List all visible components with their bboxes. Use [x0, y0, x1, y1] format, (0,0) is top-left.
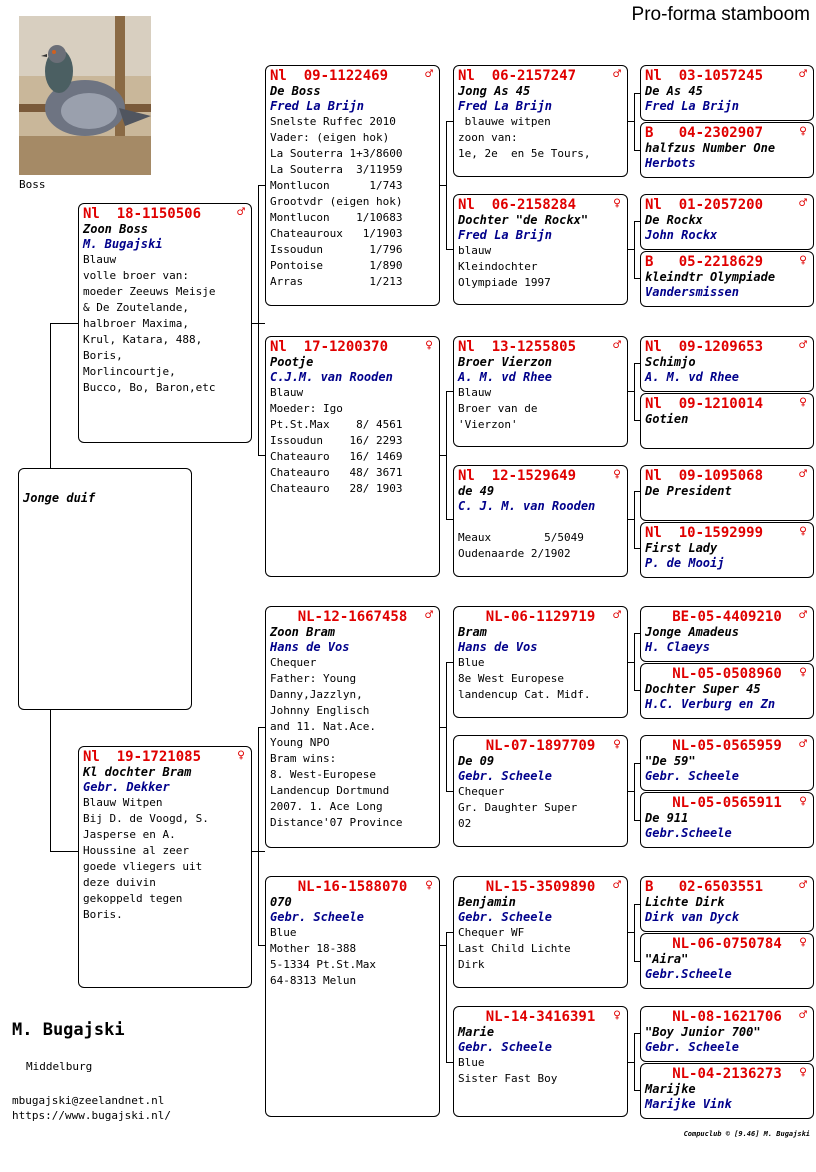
connector [439, 945, 446, 946]
bird-owner: Hans de Vos [270, 640, 350, 654]
bird-name: Dochter Super 45 [645, 682, 761, 696]
ring-number: Nl 10-1592999 [645, 525, 764, 541]
pedigree-card-fff [453, 65, 628, 177]
ring-number: Nl 06-2158284 [458, 197, 577, 213]
bird-owner: C.J.M. van Rooden [270, 370, 393, 384]
male-icon: ♂ [425, 608, 433, 623]
bird-name: Kl dochter Bram [83, 765, 192, 779]
pedigree-card-mmm [453, 1006, 628, 1117]
pedigree-card-fmm [453, 465, 628, 577]
connector [634, 1033, 635, 1090]
bird-name: De Rockx [645, 213, 703, 227]
connector [446, 519, 453, 520]
connector [627, 932, 634, 933]
connector [634, 221, 635, 278]
connector [446, 662, 453, 663]
bird-photo [19, 16, 151, 175]
bird-owner: A. M. vd Rhee [458, 370, 552, 384]
male-icon: ♂ [613, 67, 621, 82]
ring-number: NL-12-1667458 [297, 609, 408, 625]
bird-name: "Boy Junior 700" [645, 1025, 761, 1039]
female-icon: ♀ [425, 878, 433, 893]
male-icon: ♂ [799, 196, 807, 211]
male-icon: ♂ [799, 338, 807, 353]
bird-name: 070 [270, 895, 292, 909]
connector [439, 727, 446, 728]
bird-name: Jonge Amadeus [645, 625, 739, 639]
bird-name: Pootje [270, 355, 314, 369]
bird-owner: Fred La Brijn [270, 99, 364, 113]
bird-name: De President [645, 484, 732, 498]
female-icon: ♀ [799, 1065, 807, 1080]
bird-info: Blue Mother 18-388 5-1334 Pt.St.Max 64-8313 Melun [270, 926, 376, 987]
bird-owner: A. M. vd Rhee [645, 370, 739, 384]
bird-info: blauw Kleindochter Olympiade 1997 [458, 244, 551, 289]
male-icon: ♂ [613, 608, 621, 623]
ring-number: Nl 19-1721085 [83, 749, 202, 765]
connector [627, 519, 634, 520]
pedigree-card-fm [265, 336, 440, 577]
ring-number: BE-05-4409210 [672, 609, 782, 625]
connector [446, 249, 453, 250]
bird-name: de 49 [458, 484, 495, 498]
connector [50, 323, 51, 469]
female-icon: ♀ [237, 748, 245, 763]
bird-owner: Marijke Vink [645, 1097, 732, 1111]
male-icon: ♂ [799, 1008, 807, 1023]
female-icon: ♀ [799, 253, 807, 268]
pedigree-card-g6 [640, 393, 814, 449]
ring-number: NL-07-1897709 [485, 738, 596, 754]
pedigree-card-g8 [640, 522, 814, 578]
bird-owner: P. de Mooij [645, 556, 725, 570]
bird-name: Broer Vierzon [458, 355, 552, 369]
pedigree-card-mmf [453, 876, 628, 988]
connector [627, 1062, 634, 1063]
bird-info: Blauw Broer van de 'Vierzon' [458, 386, 538, 431]
bird-name: Gotien [645, 412, 689, 426]
pedigree-card-g7 [640, 465, 814, 521]
bird-owner: John Rockx [645, 228, 718, 242]
bird-owner: Gebr.Scheele [645, 967, 732, 981]
ring-number: B 04-2302907 [645, 125, 764, 141]
bird-info: Meaux 5/5049 Oudenaarde 2/1902 [458, 531, 584, 560]
bird-info: Snelste Ruffec 2010 Vader: (eigen hok) La Souterra 1+3/8600 La Souterra 3/11959 Montlucon 1/743 Grootvdr (eigen hok) Montlucon 1/10683 Chateauroux 1/1903 Issoudun 1/796 Pontoise 1/890 Arras 1/213 [270, 115, 403, 288]
connector [627, 662, 634, 663]
connector [446, 1062, 453, 1063]
bird-name: Zoon Boss [83, 222, 149, 236]
bird-owner: Gebr. Scheele [458, 769, 552, 783]
connector [634, 633, 635, 690]
connector [634, 491, 635, 548]
ring-number: Nl 09-1122469 [270, 68, 389, 84]
bird-name: Lichte Dirk [645, 895, 725, 909]
ring-number: Nl 06-2157247 [458, 68, 577, 84]
bird-owner: Hans de Vos [458, 640, 538, 654]
bird-owner: M. Bugajski [83, 237, 163, 251]
bird-name: Benjamin [458, 895, 516, 909]
connector [627, 121, 634, 122]
connector [50, 710, 51, 851]
connector [258, 185, 259, 455]
connector [446, 121, 453, 122]
connector [627, 249, 634, 250]
bird-info: Blue 8e West Europese landencup Cat. Midf. [458, 656, 591, 701]
pedigree-card-father [78, 203, 252, 443]
bird-owner: Fred La Brijn [458, 228, 552, 242]
ring-number: Nl 09-1210014 [645, 396, 764, 412]
female-icon: ♀ [799, 395, 807, 410]
pedigree-card-mm [265, 876, 440, 1117]
connector [634, 904, 635, 961]
bird-owner: Gebr. Scheele [645, 1040, 739, 1054]
bird-info: Blauw Witpen Bij D. de Voogd, S. Jasperse en A. Houssine al zeer goede vliegers uit deze duivin gekoppeld tegen Boris. [83, 796, 209, 921]
bird-info: Blauw Moeder: Igo Pt.St.Max 8/ 4561 Issoudun 16/ 2293 Chateauro 16/ 1469 Chateauro 48/ 3671 Chateauro 28/ 1903 [270, 386, 403, 495]
bird-owner: H. Claeys [645, 640, 711, 654]
male-icon: ♂ [613, 338, 621, 353]
bird-owner: C. J. M. van Rooden [458, 499, 596, 513]
bird-info: Chequer Gr. Daughter Super 02 [458, 785, 578, 830]
female-icon: ♀ [799, 124, 807, 139]
ring-number: B 05-2218629 [645, 254, 764, 270]
bird-owner: Gebr. Scheele [270, 910, 364, 924]
connector [627, 391, 634, 392]
bird-name: Marie [458, 1025, 495, 1039]
connector [446, 932, 453, 933]
ring-number: NL-05-0565911 [672, 795, 782, 811]
connector [446, 391, 447, 519]
pedigree-card-g13 [640, 876, 814, 932]
bird-name: Schimjo [645, 355, 696, 369]
connector [439, 455, 446, 456]
connector [258, 727, 259, 945]
page-title: Pro-forma stamboom [631, 4, 810, 25]
male-icon: ♂ [425, 67, 433, 82]
male-icon: ♂ [799, 878, 807, 893]
email-link[interactable]: mbugajski@zeelandnet.nl [12, 1094, 165, 1107]
connector [446, 662, 447, 791]
female-icon: ♀ [613, 196, 621, 211]
female-icon: ♀ [799, 935, 807, 950]
male-icon: ♂ [237, 205, 245, 220]
pedigree-card-g11 [640, 735, 814, 791]
male-icon: ♂ [799, 467, 807, 482]
connector [446, 932, 447, 1062]
pedigree-card-g15 [640, 1006, 814, 1062]
bird-owner: Gebr. Scheele [458, 910, 552, 924]
ring-number: Nl 03-1057245 [645, 68, 764, 84]
pedigree-card-g3 [640, 194, 814, 250]
bird-name: Marijke [645, 1082, 696, 1096]
pedigree-card-ffm [453, 194, 628, 305]
photo-caption: Boss [19, 178, 46, 191]
ring-number: NL-14-3416391 [485, 1009, 596, 1025]
bird-name: Bram [458, 625, 487, 639]
female-icon: ♀ [799, 794, 807, 809]
connector [439, 185, 446, 186]
pedigree-card-g9 [640, 606, 814, 662]
breeder-contact [12, 1093, 171, 1123]
website-link[interactable]: https://www.bugajski.nl/ [12, 1109, 171, 1122]
pedigree-card-g14 [640, 933, 814, 989]
bird-name: "De 59" [645, 754, 696, 768]
connector [634, 93, 635, 150]
connector [446, 791, 453, 792]
bird-owner: Vandersmissen [645, 285, 739, 299]
connector [627, 791, 634, 792]
bird-name: kleindtr Olympiade [645, 270, 776, 284]
male-icon: ♂ [613, 878, 621, 893]
connector [50, 851, 79, 852]
bird-info: Blue Sister Fast Boy [458, 1056, 558, 1085]
connector [50, 323, 79, 324]
ring-number: NL-15-3509890 [485, 879, 596, 895]
female-icon: ♀ [613, 737, 621, 752]
pedigree-card-g5 [640, 336, 814, 392]
subject-box [18, 468, 192, 710]
bird-name: "Aira" [645, 952, 689, 966]
pedigree-card-ff [265, 65, 440, 306]
connector [446, 391, 453, 392]
bird-name: De Boss [270, 84, 321, 98]
bird-name: De 09 [458, 754, 495, 768]
bird-name: First Lady [645, 541, 718, 555]
pedigree-card-mff [453, 606, 628, 718]
female-icon: ♀ [799, 524, 807, 539]
bird-owner: Dirk van Dyck [645, 910, 739, 924]
ring-number: B 02-6503551 [645, 879, 764, 895]
bird-name: Jong As 45 [458, 84, 531, 98]
ring-number: NL-04-2136273 [672, 1066, 782, 1082]
ring-number: Nl 09-1209653 [645, 339, 764, 355]
male-icon: ♂ [799, 737, 807, 752]
ring-number: Nl 01-2057200 [645, 197, 764, 213]
pedigree-card-mfm [453, 735, 628, 847]
female-icon: ♀ [613, 467, 621, 482]
ring-number: Nl 12-1529649 [458, 468, 577, 484]
ring-number: NL-16-1588070 [297, 879, 408, 895]
bird-name: De 911 [645, 811, 689, 825]
bird-owner: Fred La Brijn [645, 99, 739, 113]
ring-number: NL-08-1621706 [672, 1009, 782, 1025]
pedigree-card-g10 [640, 663, 814, 719]
ring-number: Nl 13-1255805 [458, 339, 577, 355]
connector [634, 363, 635, 420]
bird-owner: Gebr. Scheele [645, 769, 739, 783]
bird-owner: Gebr.Scheele [645, 826, 732, 840]
breeder-name: M. Bugajski [12, 1020, 125, 1040]
footer-credit: Compuclub © [9.46] M. Bugajski [683, 1130, 810, 1138]
bird-info: blauwe witpen zoon van: 1e, 2e en 5e Tours, [458, 115, 591, 160]
pedigree-card-g1 [640, 65, 814, 121]
ring-number: Nl 18-1150506 [83, 206, 202, 222]
bird-owner: Gebr. Dekker [83, 780, 170, 794]
bird-name: Zoon Bram [270, 625, 336, 639]
ring-number: NL-05-0565959 [672, 738, 782, 754]
female-icon: ♀ [799, 665, 807, 680]
bird-info: Chequer Father: Young Danny,Jazzlyn, Johnny Englisch and 11. Nat.Ace. Young NPO Bram wins: 8. West-Europese Landencup Dortmund 2007. 1. Ace Long Distance'07 Province [270, 656, 403, 829]
bird-owner: Herbots [645, 156, 696, 170]
pedigree-card-g2 [640, 122, 814, 178]
bird-info: Blauw volle broer van: moeder Zeeuws Meisje & De Zoutelande, halbroer Maxima, Krul, Katara, 488, Boris, Morlincourtje, Bucco, Bo, Baron,etc [83, 253, 216, 394]
pedigree-card-g16 [640, 1063, 814, 1119]
connector [446, 121, 447, 249]
pedigree-card-g12 [640, 792, 814, 848]
breeder-city: Middelburg [26, 1060, 93, 1073]
female-icon: ♀ [613, 1008, 621, 1023]
bird-name: halfzus Number One [645, 141, 776, 155]
ring-number: NL-06-0750784 [672, 936, 782, 952]
ring-number: NL-05-0508960 [672, 666, 782, 682]
bird-owner: Fred La Brijn [458, 99, 552, 113]
subject-label: Jonge duif [23, 491, 96, 505]
pedigree-card-g4 [640, 251, 814, 307]
female-icon: ♀ [425, 338, 433, 353]
ring-number: Nl 09-1095068 [645, 468, 764, 484]
pedigree-card-fmf [453, 336, 628, 447]
connector [634, 763, 635, 820]
ring-number: Nl 17-1200370 [270, 339, 389, 355]
pedigree-card-mf [265, 606, 440, 848]
male-icon: ♂ [799, 67, 807, 82]
bird-name: De As 45 [645, 84, 703, 98]
bird-owner: Gebr. Scheele [458, 1040, 552, 1054]
male-icon: ♂ [799, 608, 807, 623]
ring-number: NL-06-1129719 [485, 609, 596, 625]
bird-info: Chequer WF Last Child Lichte Dirk [458, 926, 571, 971]
pedigree-card-mother [78, 746, 252, 988]
bird-owner: H.C. Verburg en Zn [645, 697, 776, 711]
bird-name: Dochter "de Rockx" [458, 213, 589, 227]
